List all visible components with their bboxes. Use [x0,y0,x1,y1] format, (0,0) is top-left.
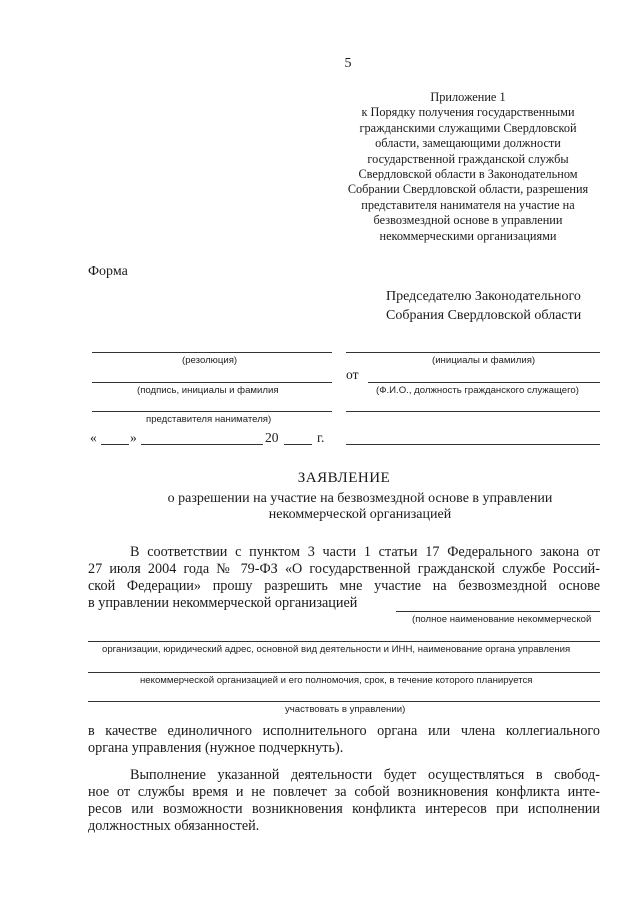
resolution-caption: (резолюция) [182,355,238,366]
paragraph-line: в качестве единоличного исполнительного органа или члена коллегиального [88,723,600,739]
addressee-block [386,287,581,325]
signature-line [92,382,332,383]
date-quote-close: » [130,430,137,445]
appendix-header [344,90,592,244]
paragraph-role [88,723,600,757]
org-caption: организации, юридический адрес, основной вид деятельности и ИНН, наименование органа управления [102,644,571,655]
initials-caption: (инициалы и фамилия) [432,355,536,366]
appendix-line: Собрании Свердловской области, разрешения [347,182,589,197]
addressee-line: Председателю Законодательного [386,289,581,304]
org-caption: (полное наименование некоммерческой [412,614,592,625]
org-caption: участвовать в управлении) [285,704,406,715]
position-line-2 [346,444,600,445]
appendix-line: Свердловской области в Законодательном [358,167,578,182]
fio-caption: (Ф.И.О., должность гражданского служащего) [376,385,579,396]
resolution-line [92,352,332,353]
paragraph-line: должностных обязанностей. [88,818,260,834]
initials-line [346,352,600,353]
paragraph-line: В соответствии с пунктом 3 части 1 статьи 17 Федерального закона от [130,544,600,560]
from-label: от [346,367,359,382]
form-label: Форма [88,264,128,279]
paragraph-line: ской Федерации» прошу разрешить мне участие на безвозмездной основе [88,578,600,594]
date-day-line [101,444,129,445]
position-line [346,411,600,412]
org-term-line [88,701,600,702]
employer-caption: представителя нанимателя) [146,414,272,425]
page-number: 5 [344,56,352,71]
appendix-line: к Порядку получения государственными [361,105,575,120]
appendix-line: безвозмездной основе в управлении [373,213,563,228]
paragraph-line: ресов или возможности возникновения конфликта интересов при исполнении [88,801,600,817]
date-month-line [141,444,263,445]
document-title: ЗАЯВЛЕНИЕ [297,470,391,486]
date-year-line [284,444,312,445]
subtitle-line: некоммерческой организацией [268,507,452,522]
org-caption: некоммерческой организацией и его полномочия, срок, в течение которого планируется [140,675,533,686]
org-details-line [88,641,600,642]
paragraph-conflict [88,767,600,835]
paragraph-line: органа управления (нужное подчеркнуть). [88,740,344,756]
paragraph-line: в управлении некоммерческой организацией [88,595,358,611]
signature-caption: (подпись, инициалы и фамилия [137,385,279,396]
appendix-line: некоммерческими организациями [379,228,557,243]
subtitle-line: о разрешении на участие на безвозмездной основе в управлении [167,491,553,506]
org-powers-line [88,672,600,673]
date-quote-open: « [90,430,97,445]
paragraph-request [88,544,600,612]
paragraph-line: ное от службы время и не повлечет за собой возникновения конфликта инте- [88,784,600,800]
document-subtitle [130,491,590,523]
appendix-line: государственной гражданской службы [367,151,569,166]
appendix-line: области, замещающими должности [375,136,561,151]
fio-line [368,382,600,383]
paragraph-line: Выполнение указанной деятельности будет осуществляться в свобод- [130,767,600,783]
appendix-line: представителя нанимателя на участие на [361,197,575,212]
employer-line [92,411,332,412]
date-year-suffix: г. [317,430,325,445]
addressee-line: Собрания Свердловской области [386,308,582,323]
appendix-line: гражданскими служащими Свердловской [359,120,577,135]
paragraph-line: 27 июля 2004 года № 79-ФЗ «О государственной гражданской службе Россий- [88,561,600,577]
date-year-prefix: 20 [265,430,279,445]
appendix-line: Приложение 1 [430,90,506,104]
org-name-line [396,611,600,612]
